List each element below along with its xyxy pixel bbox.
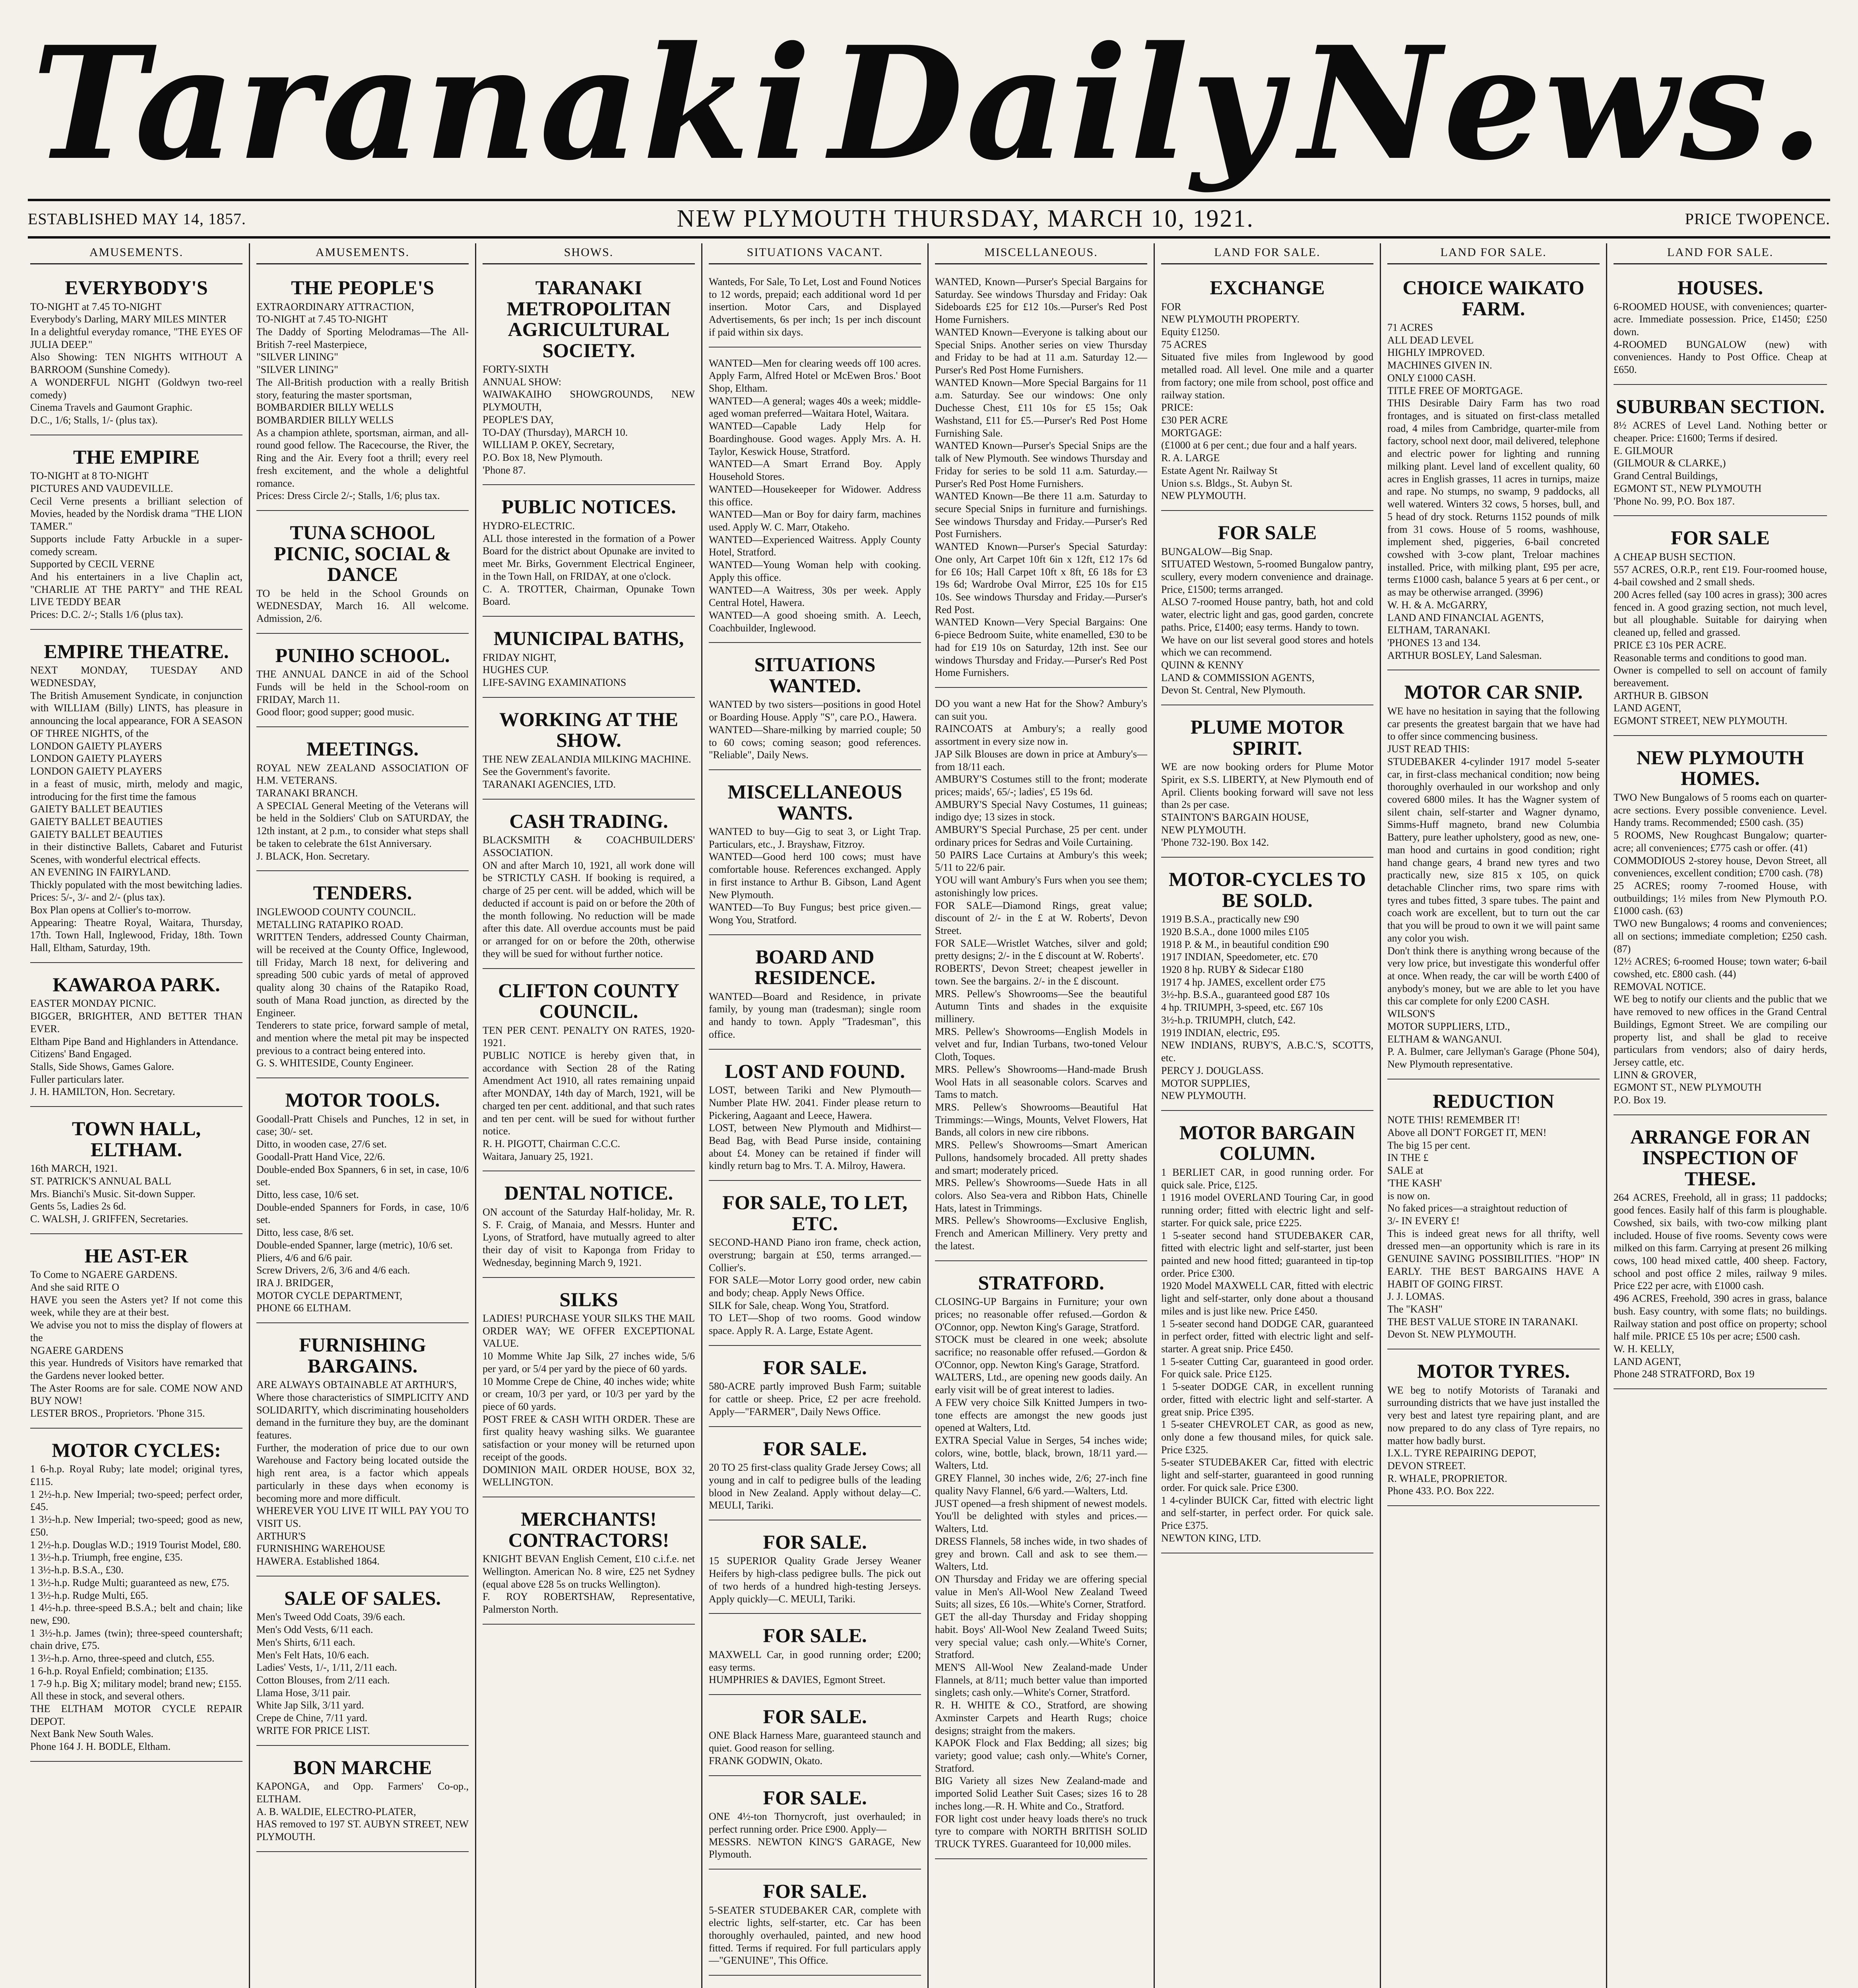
advertisement: [935, 1265, 1147, 1859]
column-grid: [24, 243, 1834, 1988]
ad-headline: FOR SALE: [1218, 521, 1317, 544]
ad-headline: FURNISHING BARGAINS.: [299, 1334, 426, 1377]
advertisement: [483, 973, 695, 1172]
ad-body-text: To Come to NGAERE GARDENS. And she said RITE O HAVE you seen the Asters yet? If not come this week, while they are at their best. We advise you not to miss the display of flowers at the NGAERE GARDENS this year. Hundreds of Visitors have remarked that the Gardens never looked better. The Aster Rooms are for sale. COME NOW AND BUY NOW! LESTER BROS., Proprietors. 'Phone 315.: [30, 1269, 242, 1419]
ad-body-text: NOTE THIS! REMEMBER IT! Above all DON'T FORGET IT, MEN! The big 15 per cent. IN THE £ SALE at 'THE KASH' is now on. No faked prices—a straightout reduction of 3/- IN EVERY £! This is indeed great news for all thrifty, well dressed men—an opportunity which is rare in its GENUINE SAVING POSSIBILITIES. "HOP" IN EARLY. THE BEST BARGAINS HAVE A HABIT OF GOING FIRST. J. J. LOMAS. The "KASH" THE BEST VALUE STORE IN TARANAKI. Devon St. NEW PLYMOUTH.: [1387, 1114, 1600, 1340]
ad-headline: LOST AND FOUND.: [725, 1060, 905, 1082]
ad-body-text: 6-ROOMED HOUSE, with conveniences; quarter-acre. Immediate possession. Price, £1450; £250 down. 4-ROOMED BUNGALOW (new) with conveniences. Handy to Post Office. Cheap at £650.: [1614, 301, 1827, 376]
column-heading: SITUATIONS VACANT.: [709, 243, 921, 264]
advertisement: [1614, 270, 1827, 385]
advertisement: [483, 1175, 695, 1277]
ad-body-text: TO-NIGHT at 8 TO-NIGHT PICTURES AND VAUDEVILLE. Cecil Verne presents a brilliant selection of Movies, headed by the Nordisk drama "THE LION TAMER." Supports include Fatty Arbuckle in a super-comedy scream. Supported by CECIL VERNE And his entertainers in a live Chaplin act, "CHARLIE AT THE PARTY" and THE REAL LIVE TEDDY BEAR Prices: D.C. 2/-; Stalls 1/6 (plus tax).: [30, 470, 242, 621]
advertisement: [1387, 270, 1600, 670]
dateline: [28, 199, 1830, 239]
advertisement: [709, 1618, 921, 1695]
advertisement: [30, 634, 242, 963]
ad-headline: WORKING AT THE SHOW.: [499, 708, 679, 751]
ad-body-text: WANTED to buy—Gig to seat 3, or Light Trap. Particulars, etc., J. Brayshaw, Fitzroy. WANTED—Good herd 100 cows; must have comfortable house. References exchanged. Apply in first instance to Arthur B. Gibson, Land Agent New Plymouth. WANTED—To Buy Fungus; best price given.—Wong You, Stratford.: [709, 826, 921, 926]
ad-headline: PUBLIC NOTICES.: [501, 495, 676, 518]
ad-body-text: WANTED by two sisters—positions in good Hotel or Boarding House. Apply "S", care P.O., Hawera. WANTED—Share-milking by married couple; 50 to 60 cows; coming season; good references. "Reliable", Daily News.: [709, 699, 921, 761]
ad-headline: MUNICIPAL BATHS,: [493, 627, 684, 649]
column-2: [250, 243, 476, 1988]
masthead-word-3: News.: [1299, 12, 1826, 194]
advertisement: [256, 1327, 469, 1576]
column-heading: AMUSEMENTS.: [256, 243, 469, 264]
advertisement: [709, 1185, 921, 1346]
advertisement: [1614, 389, 1827, 516]
ad-body-text: ONE 4½-ton Thornycroft, just overhauled; in perfect running order. Price £900. Apply— MESSRS. NEWTON KING'S GARAGE, New Plymouth.: [709, 1811, 921, 1860]
issue-date: NEW PLYMOUTH THURSDAY, MARCH 10, 1921.: [677, 205, 1254, 232]
ad-body-text: FRIDAY NIGHT, HUGHES CUP. LIFE-SAVING EXAMINATIONS: [483, 651, 626, 688]
ad-body-text: LOST, between Tariki and New Plymouth—Number Plate HW. 2041. Finder please return to Pickering, Aagaant and Leece, Hawera. LOST, between New Plymouth and Midhirst—Bead Bag, with Bead Purse inside, containing about £4. Money can be retained if finder will kindly return bag to Mrs. T. A. Milroy, Hawera.: [709, 1084, 921, 1172]
ad-headline: MISCELLANEOUS WANTS.: [727, 780, 902, 824]
advertisement: [1387, 1353, 1600, 1506]
ad-headline: HOUSES.: [1677, 276, 1763, 299]
advertisement: [1614, 1119, 1827, 1389]
column-heading: SHOWS.: [483, 243, 695, 264]
ad-headline: CLIFTON COUNTY COUNCIL.: [498, 979, 680, 1022]
column-1: [24, 243, 250, 1988]
ad-body-text: FOR NEW PLYMOUTH PROPERTY. Equity £1250. 75 ACRES Situated five miles from Inglewood by good metalled road. All level. One mile and a quarter from factory; one mile from school, post office and railway station. PRICE: £30 PER ACRE MORTGAGE: (£1000 at 6 per cent.; due four and a half years. R. A. LARGE Estate Agent Nr. Railway St Union s.s. Bldgs., St. Aubyn St. NEW PLYMOUTH.: [1161, 301, 1373, 502]
ad-body-text: ARE ALWAYS OBTAINABLE AT ARTHUR'S, Where those characteristics of SIMPLICITY AND SOLIDARITY, which discriminating householders demand in the furniture they buy, are the dominant features. Further, the moderation of price due to our own Warehouse and Factory being located outside the high rent area, is a factor which appeals particularly in these days when economy is becoming more and more difficult. WHEREVER YOU LIVE IT WILL PAY YOU TO VISIT US. ARTHUR'S FURNISHING WAREHOUSE HAWERA. Established 1864.: [256, 1379, 469, 1567]
ad-headline: TOWN HALL, ELTHAM.: [72, 1117, 201, 1161]
advertisement: [1161, 709, 1373, 858]
advertisement: [483, 621, 695, 698]
advertisement: [709, 647, 921, 770]
advertisement: [30, 1238, 242, 1429]
advertisement: [483, 270, 695, 485]
masthead: [32, 12, 1826, 194]
ad-body-text: ONE Black Harness Mare, guaranteed staunch and quiet. Good reason for selling. FRANK GODWIN, Okato.: [709, 1730, 921, 1767]
advertisement: [256, 731, 469, 871]
column-heading: LAND FOR SALE.: [1614, 243, 1827, 264]
ad-body-text: INGLEWOOD COUNTY COUNCIL. METALLING RATAPIKO ROAD. WRITTEN Tenders, addressed County Chairman, will be received at the County Office, Inglewood, till Friday, March 18 next, for delivering and spreading 500 cubic yards of metal of approved quality along 30 chains of the Ratapiko Road, south of Mana Road junction, as directed by the Engineer. Tenderers to state price, forward sample of metal, and mention where the metal pit may be inspected previous to a contract being entered into. G. S. WHITESIDE, County Engineer.: [256, 906, 469, 1069]
advertisement: [30, 1111, 242, 1234]
ad-headline: THE EMPIRE: [73, 445, 200, 468]
price-line: PRICE TWOPENCE.: [1685, 210, 1830, 228]
ad-headline: NEW PLYMOUTH HOMES.: [1637, 746, 1804, 790]
ad-body-text: WE have no hesitation in saying that the following car presents the greatest bargain that we have had to offer since commencing business. JUST READ THIS: STUDEBAKER 4-cylinder 1917 model 5-seater car, in first-class mechanical condition; now being thoroughly overhauled in our workshop and only covered 6800 miles. It has the Wagner system of silent chain, self-starter and Wagner dynamo, Simms-Huff magneto, brand new Columbia Battery, pure leather upholstery, good as new, one-man hood and curtains in good condition; right hand change gears, 4 brand new tyres and two practically new, size 815 x 105, on quick detachable Clincher rims, two spare rims with tyres and tubes fitted, 3 spare tubes. The paint and coach work are excellent, but to turn out the car that you will be proud to own it we will paint same any color you wish. Don't think there is anything wrong because of the very low price, but investigate this wonderful offer at once. When ready, the car will be worth £400 of anybody's money, but we are able to let you have this car complete for only £200 CASH. WILSON'S MOTOR SUPPLIERS, LTD., ELTHAM & WANGANUI. P. A. Bulmer, care Jellyman's Garage (Phone 504), New Plymouth representative.: [1387, 705, 1600, 1070]
ad-headline: PUNIHO SCHOOL.: [275, 644, 450, 666]
advertisement: [1161, 1115, 1373, 1553]
advertisement: [256, 638, 469, 727]
ad-body-text: Goodall-Pratt Chisels and Punches, 12 in set, in case; 30/- set. Ditto, in wooden case, 27/6 set. Goodall-Pratt Hand Vice, 22/6. Double-ended Box Spanners, 6 in set, in case, 10/6 set. Ditto, less case, 10/6 set. Double-ended Spanners for Fords, in case, 10/6 set. Ditto, less case, 8/6 set. Double-ended Spanner, large (metric), 10/6 set. Pliers, 4/6 and 6/6 pair. Screw Drivers, 2/6, 3/6 and 4/6 each. IRA J. BRIDGER, MOTOR CYCLE DEPARTMENT, PHONE 66 ELTHAM.: [256, 1113, 469, 1314]
ad-headline: FOR SALE.: [763, 1437, 867, 1460]
column-5: [929, 243, 1155, 1988]
column-heading: LAND FOR SALE.: [1387, 243, 1600, 264]
established-line: ESTABLISHED MAY 14, 1857.: [28, 210, 246, 228]
advertisement: [1161, 862, 1373, 1111]
ad-body-text: Wanteds, For Sale, To Let, Lost and Found Notices to 12 words, prepaid; each additional word 1d per insertion. Motor Cars, and Displayed Advertisements, 6s per inch; 1s per inch discount if paid within six days.: [709, 276, 921, 338]
ad-body-text: 71 ACRES ALL DEAD LEVEL HIGHLY IMPROVED. MACHINES GIVEN IN. ONLY £1000 CASH. TITLE FREE OF MORTGAGE. THIS Desirable Dairy Farm has two road frontages, and is situated on first-class metalled road, 4 miles from Cambridge, quarter-mile from factory, school next door, mail delivered, telephone and electric power for lighting and running milking plant. Level land of excellent quality, 60 acres in English grasses, 11 acres in turnips, maize and rape. No stumps, no swamp, 9 paddocks, all well watered. Winters 32 cows, 5 horses, bull, and 5 head of dry stock. Returns 1152 pounds of milk from 31 cows. House of 5 rooms, washhouse, implement shed, piggeries, 6-bail concreted cowshed with 3-cow plant, Treloar machines installed. Price, with milking plant, £95 per acre, terms £1000 cash, balance 5 years at 6 per cent., or as may be otherwise arranged. (3996) W. H. & A. McGARRY, LAND AND FINANCIAL AGENTS, ELTHAM, TARANAKI. 'PHONES 13 and 134. ARTHUR BOSLEY, Land Salesman.: [1387, 322, 1600, 661]
ad-body-text: EXTRAORDINARY ATTRACTION, TO-NIGHT at 7.45 TO-NIGHT The Daddy of Sporting Melodramas—The All-British 7-reel Masterpiece, "SILVER LINING" "SILVER LINING" The All-British production with a really British story, featuring the master sportsman, BOMBARDIER BILLY WELLS BOMBARDIER BILLY WELLS As a champion athlete, sportsman, airman, and all-round good fellow. The Racecourse, the River, the Ring and the Air. Every foot a thrill; every reel fresh excitement, and the whole a delightful romance. Prices: Dress Circle 2/-; Stalls, 1/6; plus tax.: [256, 301, 469, 502]
ad-body-text: 264 ACRES, Freehold, all in grass; 11 paddocks; good fences. Easily half of this farm is ploughable. Cowshed, six bails, with two-cow milking plant included. House of five rooms. Seventy cows were milked on this farm. Carrying at present 26 milking cows, 100 head mixed cattle, 400 sheep. Factory, school and post office 2 miles, railway 9 miles. Price £22 per acre, with £1000 cash. 496 ACRES, Freehold, 390 acres in grass, balance bush. Easy country, with some flats; no buildings. Railway station and post office on property; school half mile. PRICE £5 10s per acre; £500 cash. W. H. KELLY, LAND AGENT, Phone 248 STRATFORD, Box 19: [1614, 1192, 1827, 1380]
ad-body-text: EASTER MONDAY PICNIC. BIGGER, BRIGHTER, AND BETTER THAN EVER. Eltham Pipe Band and Highlanders in Attendance. Citizens' Band Engaged. Stalls, Side Shows, Games Galore. Fuller particulars later. J. H. HAMILTON, Hon. Secretary.: [30, 998, 242, 1098]
ad-headline: SILKS: [559, 1288, 618, 1310]
advertisement: [483, 804, 695, 969]
ad-headline: SITUATIONS WANTED.: [754, 653, 876, 697]
column-heading: AMUSEMENTS.: [30, 243, 242, 264]
ad-headline: REDUCTION: [1433, 1089, 1554, 1112]
advertisement: [709, 1431, 921, 1520]
ad-body-text: ROYAL NEW ZEALAND ASSOCIATION OF H.M. VETERANS. TARANAKI BRANCH. A SPECIAL General Meeting of the Veterans will be held in the Soldiers' Club on SATURDAY, the 12th instant, at 2 p.m., to consider what steps shall be taken to celebrate the 61st Anniversary. J. BLACK, Hon. Secretary.: [256, 762, 469, 862]
ad-body-text: WE are now booking orders for Plume Motor Spirit, ex S.S. LIBERTY, at New Plymouth end of April. Clients booking forward will save not less than 2s per case. STAINTON'S BARGAIN HOUSE, NEW PLYMOUTH. 'Phone 732-190. Box 142.: [1161, 761, 1373, 848]
advertisement: [256, 1580, 469, 1746]
ad-body-text: WANTED—Men for clearing weeds off 100 acres. Apply Farm, Alfred Hotel or McEwen Bros.' Boot Shop, Eltham. WANTED—A general; wages 40s a week; middle-aged woman preferred—Waitara Hotel, Waitara. WANTED—Capable Lady Help for Boardinghouse. Good wages. Apply Mrs. A. H. Taylor, Keswick House, Stratford. WANTED—A Smart Errand Boy. Apply Household Stores. WANTED—Housekeeper for Widower. Address this office. WANTED—Man or Boy for dairy farm, machines used. Apply W. C. Marr, Otakeho. WANTED—Experienced Waitress. Apply County Hotel, Stratford. WANTED—Young Woman help with cooking. Apply this office. WANTED—A Waitress, 30s per week. Apply Central Hotel, Hawera. WANTED—A good shoeing smith. A. Leech, Coachbuilder, Inglewood.: [709, 357, 921, 634]
advertisement: [709, 351, 921, 643]
ad-headline: EVERYBODY'S: [65, 276, 208, 299]
ad-headline: EXCHANGE: [1210, 276, 1325, 299]
advertisement: [1161, 515, 1373, 705]
advertisement: [256, 270, 469, 511]
ad-body-text: THE ANNUAL DANCE in aid of the School Funds will be held in the School-room on FRIDAY, March 11. Good floor; good supper; good music.: [256, 668, 469, 718]
masthead-word-1: Taranaki: [32, 12, 814, 194]
advertisement: [256, 1750, 469, 1852]
ad-body-text: DO you want a new Hat for the Show? Ambury's can suit you. RAINCOATS at Ambury's; a really good assortment in every size now in. JAP Silk Blouses are down in price at Ambury's—from 18/11 each. AMBURY'S Costumes still to the front; moderate prices; maids', 65/-; ladies', £5 19s 6d. AMBURY'S Special Navy Costumes, 11 guineas; indigo dye; 13 sizes in stock. AMBURY'S Special Purchase, 25 per cent. under ordinary prices for Sedras and Voile Curtaining. 50 PAIRS Lace Curtains at Ambury's this week; 5/11 to 22/6 pair. YOU will want Ambury's Furs when you see them; astonishingly low prices. FOR SALE—Diamond Rings, great value; discount of 2/- in the £ at W. Roberts', Devon Street. FOR SALE—Wristlet Watches, silver and gold; pretty designs; 2/- in the £ discount at W. Roberts'. ROBERTS', Devon Street; cheapest jeweller in town. See the bargains. 2/- in the £ discount. MRS. Pellew's Showrooms—See the beautiful Autumn Tints and shades in the exquisite millinery. MRS. Pellew's Showrooms—English Models in velvet and fur, Indian Turbans, two-toned Velour Cloth, Toques. MRS. Pellew's Showrooms—Hand-made Brush Wool Hats in all seasonable colors. Scarves and Tams to match. MRS. Pellew's Showrooms—Beautiful Hat Trimmings:—Wings, Mounts, Velvet Flowers, Hat Bands, all colors in new cire ribbons. MRS. Pellew's Showrooms—Smart American Pullons, handsomely brocaded. All pretty shades and smart; moderately priced. MRS. Pellew's Showrooms—Suede Hats in all colors. Also Sea-vera and Ribbon Hats, Chinelle Hats, latest in Trimmings. MRS. Pellew's Showrooms—Exclusive English, French and American Millinery. Very pretty and the latest.: [935, 698, 1147, 1252]
ad-body-text: TO be held in the School Grounds on WEDNESDAY, March 16. All welcome. Admission, 2/6.: [256, 587, 469, 624]
ad-headline: MOTOR TOOLS.: [285, 1089, 440, 1111]
advertisement: [483, 489, 695, 617]
ad-headline: ARRANGE FOR AN INSPECTION OF THESE.: [1630, 1125, 1810, 1190]
ad-headline: BON MARCHE: [293, 1756, 432, 1778]
ad-body-text: BUNGALOW—Big Snap. SITUATED Westown, 5-roomed Bungalow pantry, scullery, every modern convenience and drainage. Price, £1500; terms arranged. ALSO 7-roomed House pantry, bath, hot and cold water, electric light and gas, good garden, concrete paths. Price, £1400; easy terms. Handy to town. We have on our list several good stores and hotels which we can recommend. QUINN & KENNY LAND & COMMISSION AGENTS, Devon St. Central, New Plymouth.: [1161, 546, 1373, 696]
advertisement: [483, 1282, 695, 1498]
ad-body-text: Men's Tweed Odd Coats, 39/6 each. Men's Odd Vests, 6/11 each. Men's Shirts, 6/11 each. Men's Felt Hats, 10/6 each. Ladies' Vests, 1/-, 1/11, 2/11 each. Cotton Blouses, from 2/11 each. Llama Hose, 3/11 pair. White Jap Silk, 3/11 yard. Crepe de Chine, 7/11 yard. WRITE FOR PRICE LIST.: [256, 1611, 405, 1736]
ad-headline: EMPIRE THEATRE.: [44, 640, 229, 662]
ad-body-text: 1 6-h.p. Royal Ruby; late model; original tyres, £115. 1 2½-h.p. New Imperial; two-speed; perfect order, £45. 1 3½-h.p. New Imperial; two-speed; good as new, £50. 1 2½-h.p. Douglas W.D.; 1919 Tourist Model, £80. 1 3½-h.p. Triumph, free engine, £35. 1 3½-h.p. B.S.A., £30. 1 3½-h.p. Rudge Multi; guaranteed as new, £75. 1 3½-h.p. Rudge Multi, £65. 1 4½-h.p. three-speed B.S.A.; belt and chain; like new, £90. 1 3½-h.p. James (twin); three-speed countershaft; chain drive, £75. 1 3½-h.p. Arno, three-speed and clutch, £55. 1 6-h.p. Royal Enfield; combination; £135. 1 7-9 h.p. Big X; military model; brand new; £155. All these in stock, and several others. THE ELTHAM MOTOR CYCLE REPAIR DEPOT. Next Bank New South Wales. Phone 164 J. H. BODLE, Eltham.: [30, 1463, 242, 1753]
ad-body-text: LADIES! PURCHASE YOUR SILKS THE MAIL ORDER WAY; WE OFFER EXCEPTIONAL VALUE. 10 Momme White Jap Silk, 27 inches wide, 5/6 per yard, or 5/4 per yard by the piece of 60 yards. 10 Momme Crepe de Chine, 40 inches wide; white or cream, 10/3 per yard, or 10/3 per yard by the piece of 60 yards. POST FREE & CASH WITH ORDER. These are first quality heavy washing silks. We guarantee satisfaction or your money will be returned upon receipt of the goods. DOMINION MAIL ORDER HOUSE, BOX 32, WELLINGTON.: [483, 1312, 695, 1488]
advertisement: [1614, 740, 1827, 1115]
advertisement: [256, 515, 469, 634]
advertisement: [1387, 674, 1600, 1079]
advertisement: [256, 1082, 469, 1323]
advertisement: [709, 1780, 921, 1870]
advertisement: [483, 702, 695, 800]
ad-headline: FOR SALE.: [763, 1786, 867, 1809]
ad-headline: FOR SALE.: [763, 1530, 867, 1553]
advertisement: [30, 270, 242, 435]
ad-headline: FOR SALE, TO LET, ETC.: [722, 1191, 908, 1235]
ad-body-text: ON account of the Saturday Half-holiday, Mr. R. S. F. Craig, of Manaia, and Messrs. Hunter and Lyons, of Stratford, have mutually agreed to alter their day of visit to Kaponga from Friday to Wednesday, beginning March 9, 1921.: [483, 1206, 695, 1268]
advertisement: [709, 1054, 921, 1181]
advertisement: [709, 1350, 921, 1427]
ad-body-text: THE NEW ZEALANDIA MILKING MACHINE. See the Government's favorite. TARANAKI AGENCIES, LTD.: [483, 753, 691, 790]
ad-body-text: KAPONGA, and Opp. Farmers' Co-op., ELTHAM. A. B. WALDIE, ELECTRO-PLATER, HAS removed to 197 ST. AUBYN STREET, NEW PLYMOUTH.: [256, 1780, 469, 1842]
ad-headline: FOR SALE.: [763, 1705, 867, 1728]
advertisement: [709, 270, 921, 348]
ad-headline: MOTOR BARGAIN COLUMN.: [1179, 1121, 1356, 1165]
ad-headline: CHOICE WAIKATO FARM.: [1402, 276, 1585, 320]
column-3: [476, 243, 702, 1988]
advertisement: [709, 939, 921, 1050]
advertisement: [483, 1501, 695, 1625]
ad-headline: CASH TRADING.: [509, 810, 668, 832]
advertisement: [935, 270, 1147, 688]
advertisement: [709, 1524, 921, 1614]
ad-body-text: 5-SEATER STUDEBAKER CAR, complete with electric lights, self-starter, etc. Car has been thoroughly overhauled, painted, and new hood fitted. Terms if required. For full particulars apply—"GENUINE", This Office.: [709, 1904, 921, 1967]
advertisement: [1161, 270, 1373, 511]
ad-body-text: BLACKSMITH & COACHBUILDERS' ASSOCIATION. ON and after March 10, 1921, all work done will be STRICTLY CASH. If booking is required, a charge of 25 per cent. will be added, which will be deducted if account is paid on or before the 20th of the month following. No reduction will be made after this date. All overdue accounts must be paid or arranged for on or before the 20th, otherwise they will be sued for without further notice.: [483, 834, 695, 959]
masthead-word-2: Daily: [829, 12, 1284, 194]
ad-headline: DENTAL NOTICE.: [504, 1182, 673, 1204]
ad-body-text: CLOSING-UP Bargains in Furniture; your own prices; no reasonable offer refused.—Gordon & O'Connor, opp. Newton King's Garage, Stratford. STOCK must be cleared in one week; absolute sacrifice; no reasonable offer refused.—Gordon & O'Connor, opp. Newton King's Garage, Stratford. WALTERS, Ltd., are opening new goods daily. An early visit will be of great interest to ladies. A FEW very choice Silk Knitted Jumpers in two-tone effects are amongst the new goods just opened at Walters, Ltd. EXTRA Special Value in Serges, 54 inches wide; colors, wine, bottle, black, brown, 18/11 yard.—Walters, Ltd. GREY Flannel, 30 inches wide, 2/6; 27-inch fine quality Navy Flannel, 6/6 yard.—Walters, Ltd. JUST opened—a fresh shipment of newest models. You'll be delighted with styles and prices.—Walters, Ltd. DRESS Flannels, 58 inches wide, in two shades of grey and brown. Call and ask to see them.—Walters, Ltd. ON Thursday and Friday we are offering special value in Men's All-Wool New Zealand Tweed Suits; all sizes, £6 10s.—White's Corner, Stratford. GET the all-day Thursday and Friday shopping habit. Boys' All-Wool New Zealand Tweed Suits; very special value; cash only.—White's Corner, Stratford. MEN'S All-Wool New Zealand-made Under Flannels, at 8/11; much better value than imported singlets; cash only.—White's Corner, Stratford. R. H. WHITE & CO., Stratford, are showing Axminster Carpets and Hearth Rugs; choice designs; straight from the makers. KAPOK Flock and Flax Bedding; all sizes; big variety; good value; cash only.—White's Corner, Stratford. BIG Variety all sizes New Zealand-made and imported Solid Leather Suit Cases; sizes 16 to 28 inches long.—R. H. White and Co., Stratford. FOR light cost under heavy loads there's no truck tyre to compare with NORTH BRITISH SOLID TRUCK TYRES. Guaranteed for 10,000 miles.: [935, 1296, 1147, 1850]
ad-body-text: HYDRO-ELECTRIC. ALL those interested in the formation of a Power Board for the district about Opunake are invited to meet Mr. Birks, Government Electrical Engineer, in the Town Hall, on FRIDAY, at one o'clock. C. A. TROTTER, Chairman, Opunake Town Board.: [483, 520, 695, 608]
ad-headline: PLUME MOTOR SPIRIT.: [1190, 716, 1344, 759]
ad-headline: STRATFORD.: [978, 1271, 1104, 1294]
advertisement: [256, 875, 469, 1078]
ad-body-text: WANTED, Known—Purser's Special Bargains for Saturday. See windows Thursday and Friday: Oak Sideboards £25 for £12 10s.—Purser's Red Post Home Furnishers. WANTED Known—Everyone is talking about our Special Snips. Another series on view Thursday and Friday to be had at 11 a.m. Saturday 12.—Purser's Red Post Home Furnishers. WANTED Known—More Special Bargains for 11 a.m. Saturday. See our windows: One only Duchesse Chest, £11 10s for £5 15s; Oak Washstand, £11 for £5.—Purser's Red Post Home Furnishing Sale. WANTED Known—Purser's Special Snips are the talk of New Plymouth. See windows Thursday and Friday for series to be sold 11 a.m. Saturday.—Purser's Red Post Home Furnishers. WANTED Known—Be there 11 a.m. Saturday to secure Special Snips in furniture and furnishings. See windows Thursday and Friday.—Purser's Red Post Furnishers. WANTED Known—Purser's Special Saturday: One only, Art Carpet 10ft 6in x 12ft, £12 17s 6d for £6 10s; Hall Carpet 10ft x 8ft, £6 18s for £3 19s 6d; Wardrobe Oval Mirror, £25 10s for £15 10s. See windows Thursday and Friday.—Purser's Red Post. WANTED Known—Very Special Bargains: One 6-piece Bedroom Suite, white enamelled, £30 to be had for £19 10s on Saturday, 12th inst. See our windows Thursday and Friday.—Purser's Red Post Home Furnishers.: [935, 276, 1147, 679]
advertisement: [709, 1699, 921, 1776]
ad-body-text: NEXT MONDAY, TUESDAY AND WEDNESDAY, The British Amusement Syndicate, in conjunction with WILLIAM (Billy) LINTS, has pleasure in announcing the local appearance, FOR A SEASON OF THREE NIGHTS, of the LONDON GAIETY PLAYERS LONDON GAIETY PLAYERS LONDON GAIETY PLAYERS in a feast of music, mirth, melody and magic, introducing for the first time the famous GAIETY BALLET BEAUTIES GAIETY BALLET BEAUTIES GAIETY BALLET BEAUTIES in their distinctive Ballets, Cabaret and Futurist Scenes, with wonderful electrical effects. AN EVENING IN FAIRYLAND. Thickly populated with the most bewitching ladies. Prices: 5/-, 3/- and 2/- (plus tax). Box Plan opens at Collier's to-morrow. Appearing: Theatre Royal, Waitara, Thursday, 17th. Town Hall, Inglewood, Friday, 18th. Town Hall, Eltham, Saturday, 19th.: [30, 664, 242, 954]
ad-headline: SUBURBAN SECTION.: [1616, 395, 1825, 417]
ad-headline: SALE OF SALES.: [284, 1586, 441, 1609]
ad-headline: MOTOR TYRES.: [1417, 1360, 1570, 1382]
column-heading: MISCELLANEOUS.: [935, 243, 1147, 264]
ad-body-text: MAXWELL Car, in good running order; £200; easy terms. HUMPHRIES & DAVIES, Egmont Street.: [709, 1648, 921, 1686]
ad-body-text: 8½ ACRES of Level Land. Nothing better or cheaper. Price: £1600; Terms if desired. E. GILMOUR (GILMOUR & CLARKE,) Grand Central Buildings, EGMONT ST., NEW PLYMOUTH 'Phone No. 99, P.O. Box 187.: [1614, 419, 1827, 507]
ad-body-text: KNIGHT BEVAN English Cement, £10 c.i.f.e. net Wellington. American No. 8 wire, £25 net Sydney (equal above £28 5s on trucks Wellington). F. ROY ROBERTSHAW, Representative, Palmerston North.: [483, 1553, 695, 1615]
ad-body-text: 1 BERLIET CAR, in good running order. For quick sale. Price, £125. 1 1916 model OVERLAND Touring Car, in good running order; fitted with electric light and self-starter. For quick sale, price £225. 1 5-seater second hand STUDEBAKER CAR, fitted with electric light and self-starter, just been painted and new hood fitted; guaranteed in tip-top order. Price £300. 1920 Model MAXWELL CAR, fitted with electric light and self-starter, only done about a thousand miles and is just like new. Price £450. 1 5-seater second hand DODGE CAR, guaranteed in perfect order, fitted with electric light and self-starter. A great snip. Price £450. 1 5-seater Cutting Car, guaranteed in good order. For quick sale. Price £125. 1 5-seater DODGE CAR, in excellent running order, fitted with electric light and self-starter. A great snip. Price £395. 1 5-seater CHEVROLET CAR, as good as new, only done a few thousand miles, for quick sale. Price £325. 5-seater STUDEBAKER Car, fitted with electric light and self-starter, guaranteed in good running order. For quick sale. Price £300. 1 4-cylinder BUICK Car, fitted with electric light and self-starter, in perfect order. For quick sale. Price £375. NEWTON KING, LTD.: [1161, 1166, 1373, 1544]
ad-headline: FOR SALE.: [763, 1880, 867, 1902]
ad-body-text: 16th MARCH, 1921. ST. PATRICK'S ANNUAL BALL Mrs. Bianchi's Music. Sit-down Supper. Gents 5s, Ladies 2s 6d. C. WALSH, J. GRIFFEN, Secretaries.: [30, 1163, 196, 1225]
column-6: [1155, 243, 1381, 1988]
ad-headline: TARANAKI METROPOLITAN AGRICULTURAL SOCIETY.: [506, 276, 671, 361]
ad-headline: KAWAROA PARK.: [52, 973, 220, 996]
ad-body-text: TWO New Bungalows of 5 rooms each on quarter-acre sections. Every possible convenience. Level. Handy trams. Recommended; £500 cash. (35) 5 ROOMS, New Roughcast Bungalow; quarter-acre; all conveniences; £775 cash or offer. (41) COMMODIOUS 2-storey house, Devon Street, all conveniences, excellent condition; £700 cash. (78) 25 ACRES; roomy 7-roomed House, with outbuildings; 1½ miles from New Plymouth P.O. £1000 cash. (63) TWO new Bungalows; 4 rooms and conveniences; all on sections; immediate completion; £250 cash. (87) 12½ ACRES; 6-roomed House; town water; 6-bail cowshed, etc. £800 cash. (44) REMOVAL NOTICE. WE beg to notify our clients and the public that we have removed to new offices in the Grand Central Buildings, Egmont Street. We are compiling our property list, and shall be glad to receive particulars from vendors; also of dairy herds, Jersey cattle, etc. LINN & GROVER, EGMONT ST., NEW PLYMOUTH P.O. Box 19.: [1614, 791, 1827, 1106]
ad-body-text: WE beg to notify Motorists of Taranaki and surrounding districts that we have just installed the very best and latest tyre repairing plant, and are now prepared to do any class of Tyre repairs, no matter how badly burst. I.X.L. TYRE REPAIRING DEPOT, DEVON STREET. R. WHALE, PROPRIETOR. Phone 433. P.O. Box 222.: [1387, 1384, 1600, 1497]
advertisement: [935, 692, 1147, 1261]
ad-headline: TENDERS.: [313, 881, 412, 904]
advertisement: [1387, 1083, 1600, 1349]
advertisement: [30, 967, 242, 1107]
column-heading: LAND FOR SALE.: [1161, 243, 1373, 264]
ad-headline: MOTOR CYCLES:: [52, 1439, 221, 1461]
ad-body-text: 15 SUPERIOR Quality Grade Jersey Weaner Heifers by high-class pedigree bulls. The pick out of two herds of a hundred high-testing Jerseys. Apply quickly—C. MEULI, Tariki.: [709, 1555, 921, 1605]
advertisement: [709, 1873, 921, 1976]
ad-body-text: TO-NIGHT at 7.45 TO-NIGHT Everybody's Darling, MARY MILES MINTER In a delightful everyday romance, "THE EYES OF JULIA DEEP." Also Showing: TEN NIGHTS WITHOUT A BARROOM (Sunshine Comedy). A WONDERFUL NIGHT (Goldwyn two-reel comedy) Cinema Travels and Gaumont Graphic. D.C., 1/6; Stalls, 1/- (plus tax).: [30, 301, 242, 426]
ad-body-text: 20 TO 25 first-class quality Grade Jersey Cows; all young and in calf to pedigree bulls of the leading blood in New Zealand. Apply without delay—C. MEULI, Tariki.: [709, 1462, 921, 1511]
ad-headline: BOARD AND RESIDENCE.: [754, 945, 876, 989]
advertisement: [709, 774, 921, 935]
ad-headline: FOR SALE.: [763, 1356, 867, 1378]
ad-body-text: TEN PER CENT. PENALTY ON RATES, 1920-1921. PUBLIC NOTICE is hereby given that, in accordance with Section 28 of the Rating Amendment Act 1910, all rates remaining unpaid after MONDAY, 14th day of March, 1921, will be charged ten per cent. additional, and that such rates and ten per cent. will be sued for without further notice. R. H. PIGOTT, Chairman C.C.C. Waitara, January 25, 1921.: [483, 1024, 695, 1162]
ad-headline: THE PEOPLE'S: [291, 276, 434, 299]
ad-headline: MERCHANTS! CONTRACTORS!: [508, 1508, 669, 1551]
ad-headline: MOTOR CAR SNIP.: [1404, 681, 1583, 703]
advertisement: [1614, 520, 1827, 736]
ad-body-text: WANTED—Board and Residence, in private family, by young man (tradesman); single room and handy to town. Apply "Tradesman", this office.: [709, 990, 921, 1040]
ad-headline: TUNA SCHOOL PICNIC, SOCIAL & DANCE: [274, 521, 451, 585]
ad-body-text: 580-ACRE partly improved Bush Farm; suitable for cattle or sheep. Price, £2 per acre freehold. Apply—"FARMER", Daily News Office.: [709, 1380, 921, 1417]
ad-body-text: FORTY-SIXTH ANNUAL SHOW: WAIWAKAIHO SHOWGROUNDS, NEW PLYMOUTH, PEOPLE'S DAY, TO-DAY (Thursday), MARCH 10. WILLIAM P. OKEY, Secretary, P.O. Box 18, New Plymouth. 'Phone 87.: [483, 363, 695, 476]
ad-headline: FOR SALE: [1671, 526, 1770, 549]
ad-body-text: SECOND-HAND Piano iron frame, check action, overstrung; bargain at £50, terms arranged.—Collier's. FOR SALE—Motor Lorry good order, new cabin and body; cheap. Apply News Office. SILK for Sale, cheap. Wong You, Stratford. TO LET—Shop of two rooms. Good window space. Apply R. A. Large, Estate Agent.: [709, 1237, 921, 1337]
ad-body-text: A CHEAP BUSH SECTION. 557 ACRES, O.R.P., rent £19. Four-roomed house, 4-bail cowshed and 2 small sheds. 200 Acres felled (say 100 acres in grass); 300 acres fenced in. A good grazing section, not much level, but all ploughable. Suitable for dairying when cleaned up, felled and grassed. PRICE £3 10s PER ACRE. Reasonable terms and conditions to good man. Owner is compelled to sell on account of family bereavement. ARTHUR B. GIBSON LAND AGENT, EGMONT STREET, NEW PLYMOUTH.: [1614, 551, 1827, 727]
ad-headline: MOTOR-CYCLES TO BE SOLD.: [1169, 868, 1366, 911]
column-7: [1381, 243, 1607, 1988]
column-4: [702, 243, 929, 1988]
advertisement: [30, 1433, 242, 1762]
advertisement: [30, 439, 242, 630]
ad-headline: FOR SALE.: [763, 1624, 867, 1647]
ad-body-text: 1919 B.S.A., practically new £90 1920 B.S.A., done 1000 miles £105 1918 P. & M., in beautiful condition £90 1917 INDIAN, Speedometer, etc. £70 1920 8 hp. RUBY & Sidecar £180 1917 4 hp. JAMES, excellent order £75 3½-hp. B.S.A., guaranteed good £87 10s 4 hp. TRIUMPH, 3-speed, etc. £67 10s 3½-h.p. TRIUMPH, clutch, £42. 1919 INDIAN, electric, £95. NEW INDIANS, RUBY'S, A.B.C.'S, SCOTTS, etc. PERCY J. DOUGLASS. MOTOR SUPPLIES, NEW PLYMOUTH.: [1161, 913, 1373, 1102]
column-8: [1607, 243, 1833, 1988]
ad-headline: HE AST-ER: [84, 1244, 188, 1267]
ad-headline: MEETINGS.: [306, 738, 419, 760]
